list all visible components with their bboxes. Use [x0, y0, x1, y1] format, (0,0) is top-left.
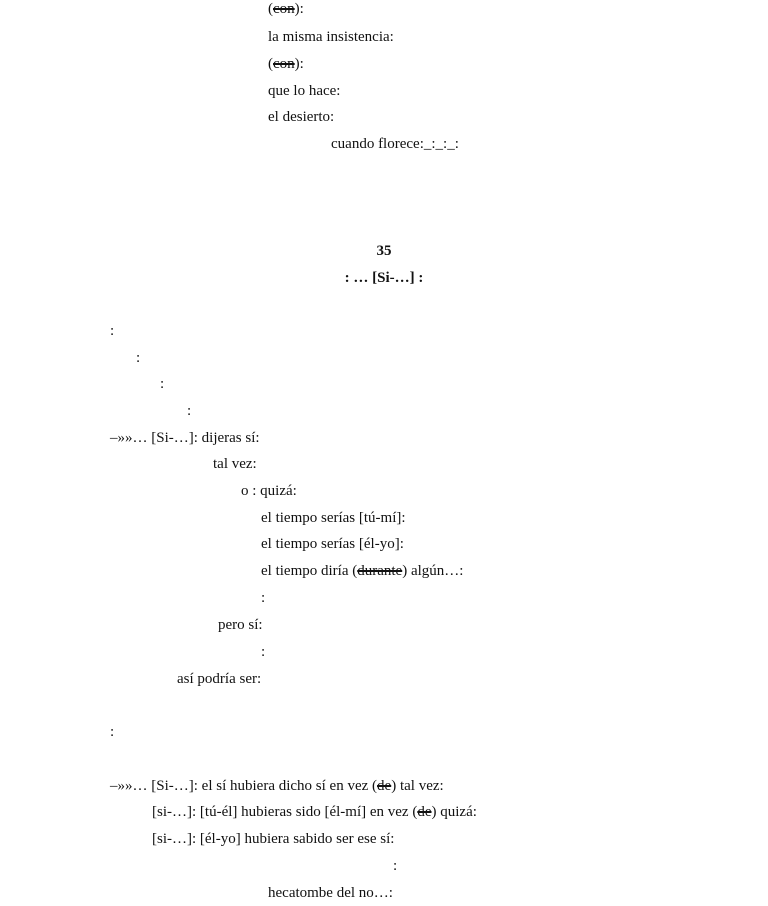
struck-word: durante	[357, 563, 403, 579]
poem-line: (con):	[268, 56, 304, 72]
poem-line: [si-…]: [tú-él] hubieras sido [él-mí] en vez (de) quizá:	[152, 804, 477, 820]
colon-mark: :	[261, 590, 266, 606]
struck-word: con	[273, 1, 295, 17]
poem-line: el tiempo serías [tú-mí]:	[261, 510, 406, 526]
poem-line: tal vez:	[213, 456, 257, 472]
struck-word: de	[377, 778, 392, 794]
section-number: 35	[376, 243, 392, 259]
colon-mark: :	[160, 376, 165, 392]
colon-mark: :	[393, 858, 398, 874]
poem-line: cuando florece:_:_:_:	[331, 136, 459, 152]
colon-mark: :	[187, 403, 192, 419]
section-title: : … [Si-…] :	[344, 270, 424, 286]
poem-line: el tiempo serías [él-yo]:	[261, 536, 404, 552]
poem-line: –»»… [Si-…]: dijeras sí:	[110, 430, 260, 446]
poem-line: el tiempo diría (durante) algún…:	[261, 563, 464, 579]
poem-line: que lo hace:	[268, 83, 341, 99]
struck-word: con	[273, 56, 295, 72]
poem-line: [si-…]: [él-yo] hubiera sabido ser ese sí:	[152, 831, 395, 847]
colon-mark: :	[261, 644, 266, 660]
poem-line: así podría ser:	[177, 671, 262, 687]
struck-word: de	[417, 804, 432, 820]
poem-line: pero sí:	[218, 617, 263, 633]
poem-line: la misma insistencia:	[268, 29, 394, 45]
colon-mark: :	[110, 724, 115, 740]
colon-mark: :	[136, 350, 141, 366]
poem-line: (con):	[268, 1, 304, 17]
colon-mark: :	[110, 323, 115, 339]
poem-line: el desierto:	[268, 109, 335, 125]
poem-line: o : quizá:	[241, 483, 297, 499]
poem-line: hecatombe del no…:	[268, 885, 393, 901]
poem-line: –»»… [Si-…]: el sí hubiera dicho sí en vez (de) tal vez:	[110, 778, 444, 794]
